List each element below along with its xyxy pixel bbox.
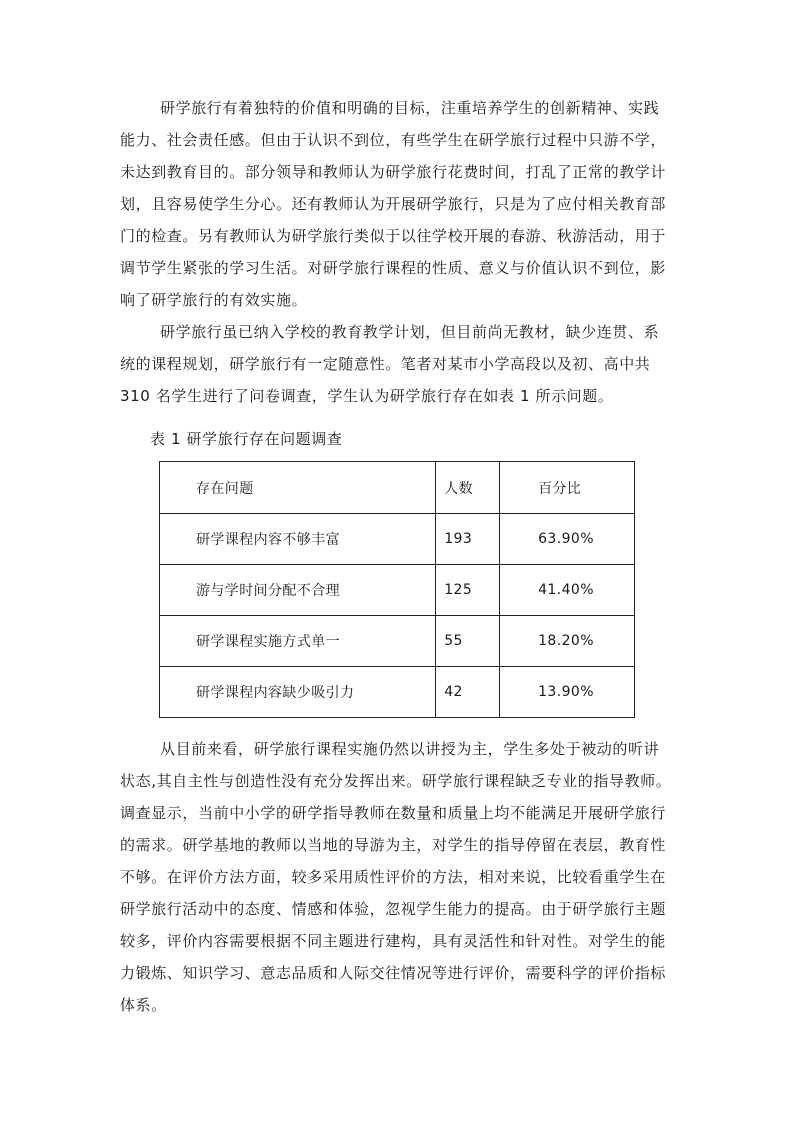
table-header-row <box>160 462 635 514</box>
percent-cell: 13.90% <box>500 667 635 718</box>
table-caption: 表 1 研学旅行存在问题调查 <box>150 430 343 448</box>
text-line: 研学旅行虽已纳入学校的教育教学计划，但目前尚无教材，缺少连贯、系 <box>160 323 660 341</box>
paragraph-1 <box>120 92 680 316</box>
text-line: 统的课程规划，研学旅行有一定随意性。笔者对某市小学高段以及初、高中共 <box>120 355 651 373</box>
survey-table <box>159 461 635 718</box>
percent-cell: 63.90% <box>500 514 635 565</box>
count-cell: 55 <box>436 616 500 667</box>
table-row <box>160 667 635 718</box>
paragraph-2 <box>120 316 680 412</box>
text-line: 不够。在评价方法方面，较多采用质性评价的方法，相对来说，比较看重学生在 <box>120 868 667 886</box>
paragraph-3 <box>120 733 680 1021</box>
text-line: 研学旅行有着独特的价值和明确的目标，注重培养学生的创新精神、实践 <box>160 99 660 117</box>
text-line: 调查显示，当前中小学的研学指导教师在数量和质量上均不能满足开展研学旅行 <box>120 804 667 822</box>
table-row <box>160 616 635 667</box>
percent-cell: 41.40% <box>500 565 635 616</box>
header-count: 人数 <box>436 462 500 514</box>
text-line: 研学旅行活动中的态度、情感和体验，忽视学生能力的提高。由于研学旅行主题 <box>120 900 667 918</box>
text-line: 能力、社会责任感。但由于认识不到位，有些学生在研学旅行过程中只游不学， <box>120 131 667 149</box>
header-problem: 存在问题 <box>160 462 436 514</box>
text-line: 状态,其自主性与创造性没有充分发挥出来。研学旅行课程缺乏专业的指导教师。 <box>120 772 672 790</box>
count-cell: 193 <box>436 514 500 565</box>
text-line: 未达到教育目的。部分领导和教师认为研学旅行花费时间，打乱了正常的教学计 <box>120 163 667 181</box>
count-cell: 125 <box>436 565 500 616</box>
count-cell: 42 <box>436 667 500 718</box>
text-line: 门的检查。另有教师认为研学旅行类似于以往学校开展的春游、秋游活动，用于 <box>120 227 667 245</box>
text-line: 310 名学生进行了问卷调查，学生认为研学旅行存在如表 1 所示问题。 <box>120 387 614 405</box>
table-row <box>160 514 635 565</box>
percent-cell: 18.20% <box>500 616 635 667</box>
text-line: 较多，评价内容需要根据不同主题进行建构，具有灵活性和针对性。对学生的能 <box>120 932 667 950</box>
text-line: 划，且容易使学生分心。还有教师认为开展研学旅行，只是为了应付相关教育部 <box>120 195 667 213</box>
problem-cell: 研学课程实施方式单一 <box>160 616 436 667</box>
header-percent: 百分比 <box>500 462 635 514</box>
problem-cell: 游与学时间分配不合理 <box>160 565 436 616</box>
text-line: 响了研学旅行的有效实施。 <box>120 291 308 309</box>
text-line: 从目前来看，研学旅行课程实施仍然以讲授为主，学生多处于被动的听讲 <box>160 740 660 758</box>
text-line: 力锻炼、知识学习、意志品质和人际交往情况等进行评价，需要科学的评价指标 <box>120 964 667 982</box>
problem-cell: 研学课程内容不够丰富 <box>160 514 436 565</box>
text-line: 的需求。研学基地的教师以当地的导游为主，对学生的指导停留在表层，教育性 <box>120 836 667 854</box>
text-line: 调节学生紧张的学习生活。对研学旅行课程的性质、意义与价值认识不到位，影 <box>120 259 667 277</box>
table-row <box>160 565 635 616</box>
problem-cell: 研学课程内容缺少吸引力 <box>160 667 436 718</box>
text-line: 体系。 <box>120 996 167 1014</box>
